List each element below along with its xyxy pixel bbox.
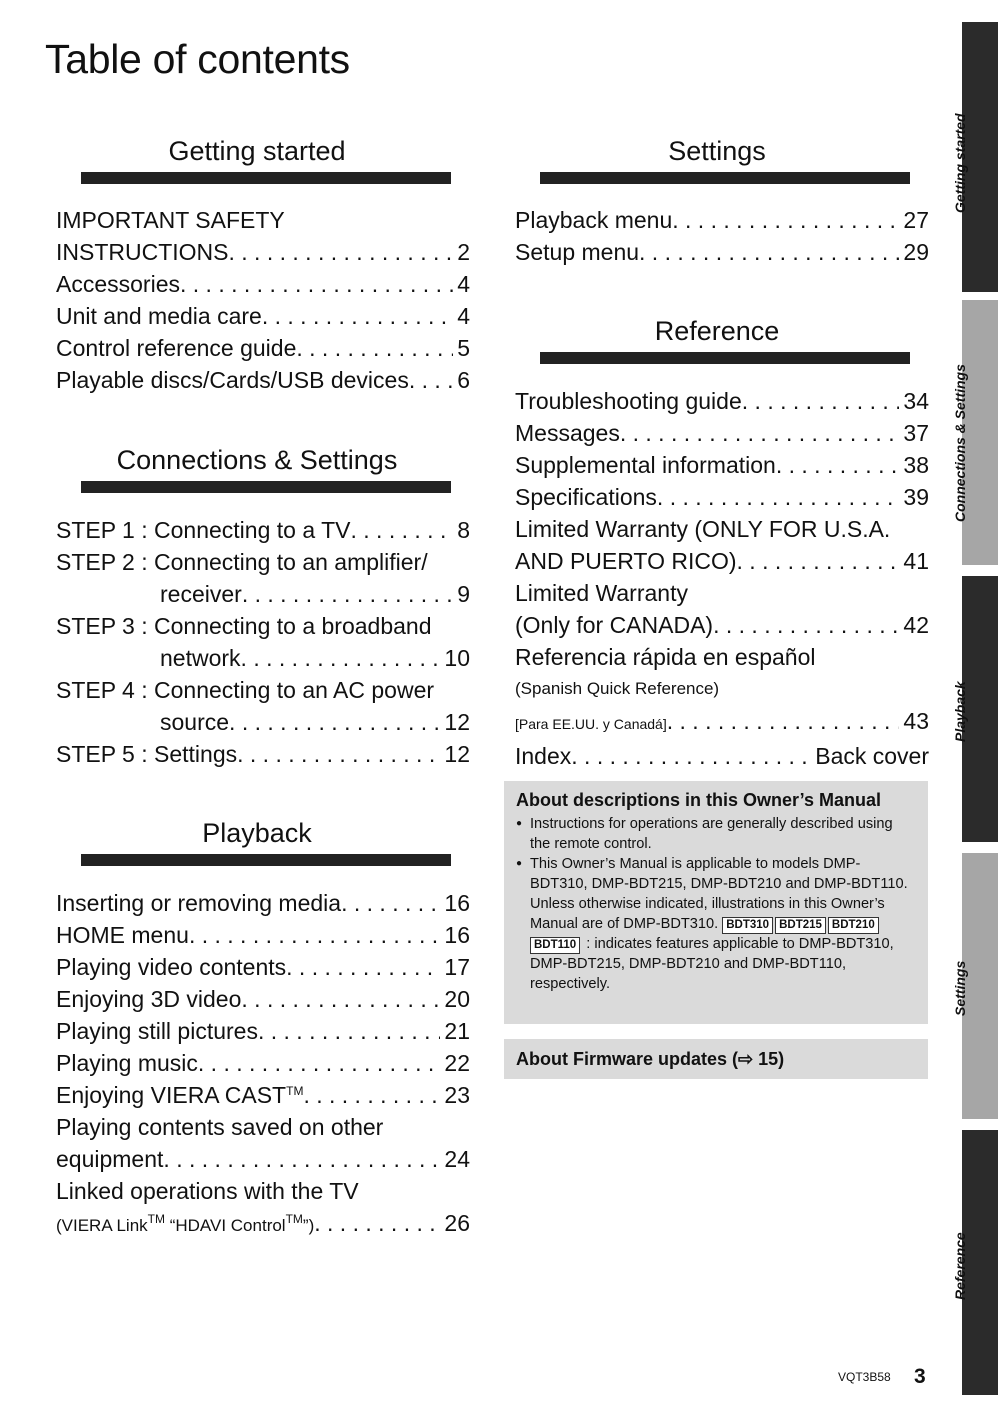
toc-entry[interactable] — [56, 364, 470, 396]
toc-entry[interactable] — [56, 919, 470, 951]
toc-entry-line: Linked operations with the TV — [56, 1178, 359, 1204]
toc-settings — [515, 204, 929, 268]
toc-entry-page: 38 — [903, 452, 929, 478]
toc-entry[interactable] — [56, 514, 470, 546]
toc-entry-page: 41 — [903, 548, 929, 574]
toc-entry-page: 16 — [444, 890, 470, 916]
toc-entry-title: STEP 1 : Connecting to a TV — [56, 517, 351, 543]
section-divider — [540, 172, 910, 184]
toc-entry-page: 22 — [444, 1050, 470, 1076]
toc-entry-title: [Para EE.UU. y Canadá] — [515, 716, 667, 732]
toc-entry[interactable] — [56, 300, 470, 332]
toc-entry-line: Referencia rápida en español — [515, 644, 816, 670]
toc-entry-line: Playing contents saved on other — [56, 1114, 384, 1140]
toc-entry-title-text: “HDAVI Control — [164, 1216, 286, 1235]
toc-entry[interactable] — [56, 1015, 470, 1047]
section-heading-getting-started: Getting started — [168, 136, 346, 166]
section-heading-reference: Reference — [654, 316, 780, 346]
toc-entry-title: Unit and media care — [56, 303, 262, 329]
toc-entry-page: 2 — [457, 239, 470, 265]
model-badge-bdt110: BDT110 — [530, 937, 580, 954]
toc-entry-title: Playable discs/Cards/USB devices — [56, 367, 409, 393]
note-bullet-text: This Owner’s Manual is applicable to models DMP-BDT310, DMP-BDT215, DMP-BDT210 and DMP-BDT110. Unless otherwise indicated, illustrations in this Owner’s Manual are of DMP-BDT310. — [530, 856, 908, 932]
page-number: 3 — [914, 1365, 926, 1388]
toc-entry-page: 9 — [457, 581, 470, 607]
section-divider — [81, 854, 451, 866]
toc-entry-page: 4 — [457, 271, 470, 297]
toc-entry-title: receiver — [160, 581, 242, 607]
toc-entry[interactable] — [515, 449, 929, 481]
toc-entry-title: Accessories — [56, 271, 180, 297]
page-title: Table of contents — [45, 36, 350, 82]
toc-entry-line: STEP 4 : Connecting to an AC power — [56, 677, 435, 703]
toc-entry-title: Inserting or removing media — [56, 890, 342, 916]
toc-entry-title: Messages — [515, 420, 620, 446]
toc-entry-title: Control reference guide — [56, 335, 297, 361]
toc-entry-line: IMPORTANT SAFETY — [56, 207, 285, 233]
toc-entry-title: network — [160, 645, 241, 671]
note-bullet — [516, 854, 916, 994]
toc-entry[interactable] — [56, 887, 470, 919]
toc-entry-page: Back cover — [815, 743, 929, 769]
toc-entry-page: 23 — [444, 1082, 470, 1108]
toc-entry-line: Limited Warranty — [515, 580, 688, 606]
trademark-sup: TM — [286, 1084, 304, 1098]
toc-entry[interactable] — [56, 983, 470, 1015]
toc-entry-page: 12 — [444, 741, 470, 767]
toc-entry-page: 27 — [903, 207, 929, 233]
model-badge-bdt310: BDT310 — [722, 917, 773, 934]
toc-entry-page: 34 — [903, 388, 929, 414]
toc-entry[interactable] — [515, 417, 929, 449]
toc-entry[interactable] — [56, 332, 470, 364]
note-list — [516, 814, 916, 994]
toc-entry-title: equipment — [56, 1146, 164, 1172]
note-bullet: ● Instructions for operations are generally described using the remote control. — [516, 814, 916, 854]
toc-entry-page: 8 — [457, 517, 470, 543]
note-title: About descriptions in this Owner’s Manual — [516, 790, 882, 810]
toc-entry[interactable] — [56, 1079, 470, 1111]
toc-entry[interactable] — [515, 204, 929, 236]
toc-entry-title: Supplemental information — [515, 452, 776, 478]
doc-id: VQT3B58 — [838, 1370, 891, 1384]
toc-entry[interactable] — [56, 1143, 470, 1175]
toc-entry-page: 37 — [903, 420, 929, 446]
toc-entry-title: Playing music — [56, 1050, 198, 1076]
toc-entry-page: 4 — [457, 303, 470, 329]
note-bullet-text: : indicates features applicable to DMP-BDT310, DMP-BDT215, DMP-BDT210 and DMP-BDT110, respectively. — [530, 936, 894, 992]
toc-entry-title: (Only for CANADA) — [515, 612, 714, 638]
toc-entry-line: STEP 3 : Connecting to a broadband — [56, 613, 432, 639]
toc-entry-page: 26 — [444, 1210, 470, 1236]
toc-entry-title: Specifications — [515, 484, 657, 510]
toc-entry-line: Limited Warranty (ONLY FOR U.S.A. — [515, 516, 891, 542]
model-badge-bdt215: BDT215 — [775, 917, 826, 934]
toc-entry-title-text: ”) — [302, 1216, 315, 1235]
side-label-getting-started: Getting started — [952, 113, 968, 213]
toc-entry[interactable] — [56, 578, 470, 610]
toc-entry-page: 24 — [444, 1146, 470, 1172]
toc-reference — [515, 385, 929, 772]
toc-entry[interactable] — [515, 481, 929, 513]
toc-entry-page: 42 — [903, 612, 929, 638]
toc-entry-title: STEP 5 : Settings — [56, 741, 238, 767]
toc-entry-title: Playback menu — [515, 207, 673, 233]
toc-entry-page: 16 — [444, 922, 470, 948]
toc-entry[interactable] — [515, 609, 929, 641]
side-label-settings: Settings — [952, 960, 968, 1016]
toc-entry[interactable] — [56, 951, 470, 983]
toc-entry-page: 29 — [903, 239, 929, 265]
toc-entry-title: Setup menu — [515, 239, 640, 265]
toc-entry-page: 17 — [444, 954, 470, 980]
toc-entry-title: Playing still pictures — [56, 1018, 258, 1044]
toc-entry-title: Playing video contents — [56, 954, 287, 980]
toc-entry-page: 6 — [457, 367, 470, 393]
side-label-connections-settings: Connections & Settings — [952, 364, 968, 522]
toc-entry-page: 12 — [444, 709, 470, 735]
toc-entry[interactable] — [56, 268, 470, 300]
toc-playback — [56, 887, 470, 1242]
trademark-sup: TM — [147, 1212, 165, 1226]
section-divider — [81, 481, 451, 493]
toc-entry-title — [56, 1079, 303, 1111]
toc-entry-title: HOME menu — [56, 922, 189, 948]
toc-entry-line: (Spanish Quick Reference) — [515, 679, 720, 698]
toc-entry-title: Index — [515, 743, 572, 769]
toc-entry[interactable] — [515, 236, 929, 268]
toc-entry-title: Enjoying 3D video — [56, 986, 242, 1012]
toc-entry-page: 21 — [444, 1018, 470, 1044]
toc-entry-title-text: Enjoying VIERA CAST — [56, 1082, 287, 1108]
toc-entry[interactable] — [515, 705, 929, 740]
toc-entry[interactable] — [56, 706, 470, 738]
toc-entry-title: INSTRUCTIONS — [56, 239, 229, 265]
toc-entry-title — [56, 1210, 314, 1242]
section-heading-connections: Connections & Settings — [116, 445, 398, 475]
toc-entry[interactable] — [56, 642, 470, 674]
toc-entry-page: 43 — [903, 708, 929, 734]
note-descriptions — [504, 781, 928, 1024]
toc-connections — [56, 514, 470, 770]
toc-entry-title: Troubleshooting guide — [515, 388, 742, 414]
toc-entry[interactable] — [56, 1047, 470, 1079]
trademark-sup: TM — [285, 1212, 303, 1226]
toc-entry-page: 20 — [444, 986, 470, 1012]
toc-entry[interactable] — [515, 545, 929, 577]
toc-entry-title: AND PUERTO RICO) — [515, 548, 737, 574]
toc-entry[interactable] — [515, 740, 929, 772]
note-title: About Firmware updates (⇨ 15) — [516, 1049, 785, 1069]
side-label-reference: Reference — [952, 1232, 968, 1300]
toc-entry[interactable] — [515, 385, 929, 417]
toc-entry-page: 39 — [903, 484, 929, 510]
section-heading-settings: Settings — [668, 136, 766, 166]
toc-entry[interactable] — [56, 1207, 470, 1242]
model-badge-bdt210: BDT210 — [828, 917, 879, 934]
toc-getting-started — [56, 204, 470, 396]
side-label-playback: Playback — [952, 681, 968, 742]
toc-entry[interactable] — [56, 738, 470, 770]
section-divider — [540, 352, 910, 364]
toc-entry-page: 5 — [457, 335, 470, 361]
toc-entry-title-text: (VIERA Link — [56, 1216, 148, 1235]
toc-entry-line: STEP 2 : Connecting to an amplifier/ — [56, 549, 428, 575]
note-firmware[interactable] — [504, 1039, 928, 1079]
section-heading-playback: Playback — [202, 818, 312, 848]
toc-entry[interactable] — [56, 236, 470, 268]
toc-entry-title: source — [160, 709, 230, 735]
toc-entry-page: 10 — [444, 645, 470, 671]
section-divider — [81, 172, 451, 184]
